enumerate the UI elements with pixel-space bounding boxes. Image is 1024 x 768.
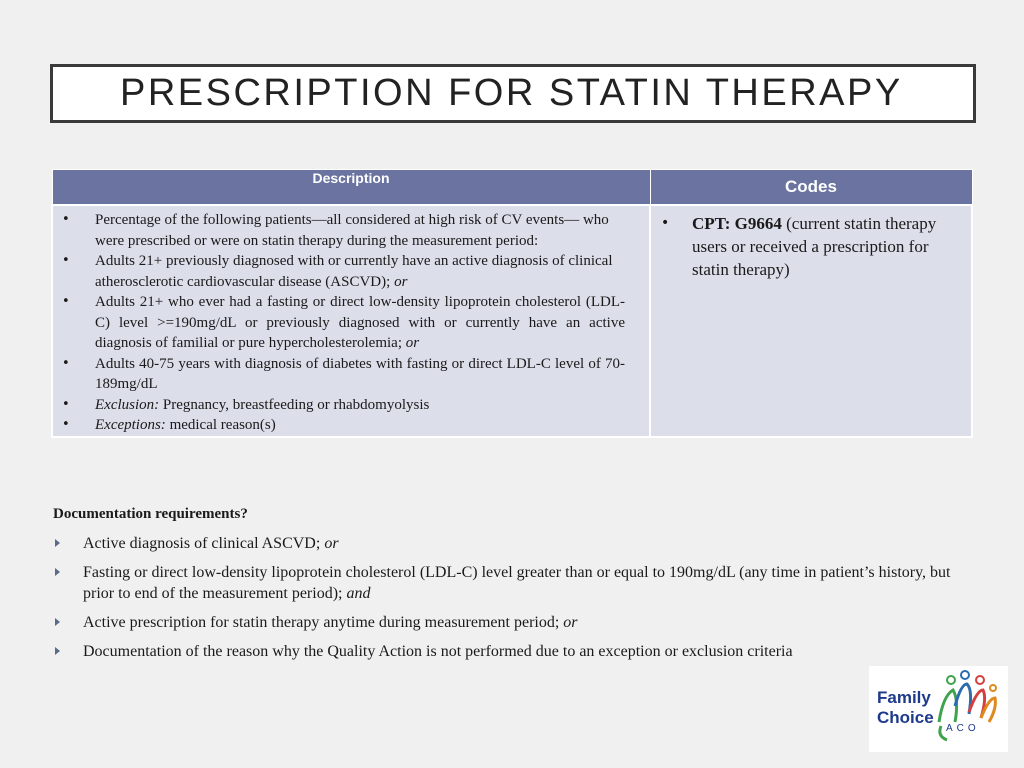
title-box [50,64,976,123]
list-item: • Adults 21+ who ever had a fasting or direct low-density lipoprotein cholesterol (LDL-C) level >=190mg/dL or previously diagnosed with or currently have an active diagnosis of familial or pure hypercholesterolemia; or [62,294,625,351]
list-item: Active prescription for statin therapy anytime during measurement period; or [53,612,953,633]
codes-header: Codes [650,170,972,206]
family-choice-aco-logo [869,666,1008,752]
list-item: • CPT: G9664 (current statin therapy users or received a prescription for statin therapy) [661,214,937,279]
logo-wordmark: Family Choice [877,688,934,727]
list-item: Fasting or direct low-density lipoprotein cholesterol (LDL-C) level greater than or equal to 190mg/dL (any time in patient’s history, but prior to end of the measurement period); and [53,562,953,604]
list-item: • Exclusion: Pregnancy, breastfeeding or rhabdomyolysis [53,395,625,416]
list-item: Active diagnosis of clinical ASCVD; or [53,533,953,554]
codes-cell [650,205,972,437]
measure-table [51,169,973,438]
bullet-icon: • [661,215,670,231]
cpt-code: CPT: G9664 [692,214,782,233]
page-title: PRESCRIPTION FOR STATIN THERAPY [120,72,903,114]
list-item: • Adults 21+ previously diagnosed with or currently have an active diagnosis of clinical atherosclerotic cardiovascular disease (ASCVD); or [62,253,613,290]
bullet-icon: • [62,253,70,268]
arrow-bullet-icon [55,539,60,547]
list-item: Documentation of the reason why the Quality Action is not performed due to an exception or exclusion criteria [53,641,953,662]
description-header: Description [52,170,650,206]
list-item: • Exceptions: medical reason(s) [53,415,625,436]
list-item: • Adults 40-75 years with diagnosis of diabetes with fasting or direct LDL-C level of 70-189mg/dL [62,355,625,392]
documentation-list [53,533,953,670]
arrow-bullet-icon [55,647,60,655]
codes-list [651,212,971,281]
arrow-bullet-icon [55,568,60,576]
bullet-icon: • [62,355,70,371]
bullet-icon: • [62,417,70,432]
bullet-icon: • [62,212,70,227]
description-cell [52,205,650,437]
list-item: • Percentage of the following patients—all considered at high risk of CV events— who were prescribed or were on statin therapy during the measurement period: [62,212,609,249]
bullet-icon: • [62,294,70,309]
bullet-icon: • [62,396,70,412]
documentation-heading: Documentation requirements? [53,506,248,522]
logo-aco: ACO [946,723,980,734]
arrow-bullet-icon [55,618,60,626]
description-list [53,210,649,436]
